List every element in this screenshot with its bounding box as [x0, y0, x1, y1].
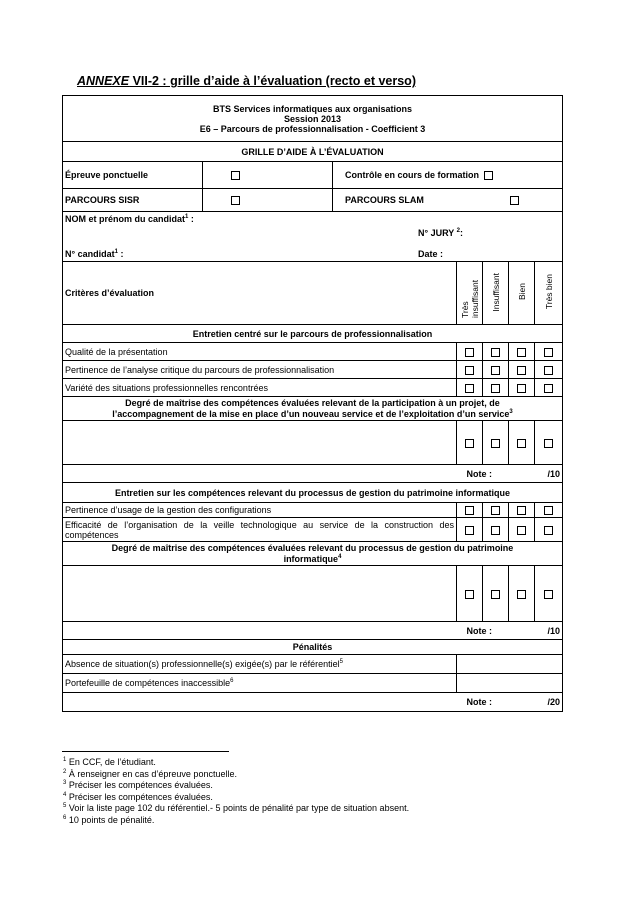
section1-mastery-line2: l’accompagnement de la mise en place d’un nouveau service et de l’exploitation d’un service	[112, 408, 510, 419]
footnote-text: En CCF, de l’étudiant.	[68, 757, 156, 767]
criterion-row	[63, 343, 563, 361]
rating-checkbox[interactable]	[544, 384, 553, 393]
criterion-label: Pertinence d’usage de la gestion des configurations	[63, 503, 457, 518]
num-colon: :	[117, 249, 124, 259]
section2-mastery-sup: 4	[338, 553, 342, 560]
rating-checkbox[interactable]	[465, 439, 474, 448]
rating-checkbox[interactable]	[491, 506, 500, 515]
criterion-row	[63, 503, 563, 518]
criteres-header: Critères d’évaluation	[63, 262, 457, 325]
penalty-label: Portefeuille de compétences inaccessible	[65, 678, 231, 688]
parcours-slam-label: PARCOURS SLAM	[345, 194, 424, 205]
rating-checkbox[interactable]	[517, 506, 526, 515]
rating-checkbox[interactable]	[517, 348, 526, 357]
rating-checkbox[interactable]	[544, 506, 553, 515]
rating-checkbox[interactable]	[491, 348, 500, 357]
rating-checkbox[interactable]	[544, 590, 553, 599]
footnote-separator	[62, 751, 229, 752]
penalty-row	[63, 674, 563, 693]
epreuve-ponctuelle-label: Épreuve ponctuelle	[63, 162, 203, 189]
section1-mastery-sup: 3	[509, 408, 513, 415]
section1-note-label: Note :	[457, 465, 535, 483]
exam-header	[63, 96, 563, 142]
criterion-label: Variété des situations professionnelles rencontrées	[63, 379, 457, 397]
parcours-sisr-checkbox[interactable]	[231, 196, 240, 205]
nom-colon: :	[188, 214, 194, 224]
header-line-2: Session 2013	[283, 113, 342, 124]
footnotes	[63, 757, 409, 827]
rating-checkbox[interactable]	[491, 439, 500, 448]
footnote	[63, 769, 409, 781]
candidate-info	[63, 212, 563, 262]
footnote	[63, 803, 409, 815]
footnote	[63, 757, 409, 769]
footnote	[63, 815, 409, 827]
footnote-num: 6	[63, 814, 67, 821]
annex-title-rest: VII-2 : grille d’aide à l’évaluation (recto et verso)	[129, 74, 416, 88]
jury-footnote-ref: 2	[456, 228, 460, 234]
penalties-note-max: /20	[535, 693, 563, 712]
grid-title: GRILLE D’AIDE À L’ÉVALUATION	[63, 142, 563, 162]
penalty-value[interactable]	[457, 655, 563, 674]
rating-checkbox[interactable]	[491, 366, 500, 375]
section2-mastery-title	[63, 542, 563, 566]
rating-checkbox[interactable]	[491, 384, 500, 393]
section2-mastery-line2: informatique	[283, 553, 339, 564]
annex-title	[77, 74, 416, 88]
date-label: Date :	[418, 249, 444, 259]
rating-checkbox[interactable]	[544, 348, 553, 357]
num-candidat-label: N° candidat	[65, 249, 115, 259]
rating-checkbox[interactable]	[544, 439, 553, 448]
level-bien: Bien	[516, 283, 527, 301]
section1-note-max: /10	[535, 465, 563, 483]
rating-checkbox[interactable]	[465, 590, 474, 599]
penalty-row	[63, 655, 563, 674]
penalties-title: Pénalités	[63, 640, 563, 655]
header-line-1: BTS Services informatiques aux organisations	[212, 103, 413, 114]
section1-title: Entretien centré sur le parcours de professionnalisation	[63, 325, 563, 343]
ccf-label: Contrôle en cours de formation	[345, 169, 480, 180]
level-insuffisant: Insuffisant	[490, 272, 501, 312]
header-line-3: E6 – Parcours de professionnalisation - Coefficient 3	[199, 123, 426, 134]
rating-checkbox[interactable]	[517, 526, 526, 535]
penalty-value[interactable]	[457, 674, 563, 693]
nom-candidat-label: NOM et prénom du candidat	[65, 214, 186, 224]
rating-checkbox[interactable]	[491, 590, 500, 599]
jury-label: N° JURY	[418, 228, 455, 238]
criterion-label: Pertinence de l’analyse critique du parcours de professionnalisation	[63, 361, 457, 379]
footnote-text: 10 points de pénalité.	[68, 814, 155, 825]
footnote	[63, 780, 409, 792]
footnote-text: Préciser les compétences évaluées.	[68, 791, 213, 802]
rating-checkbox[interactable]	[465, 526, 474, 535]
footnote-num: 4	[63, 791, 67, 798]
rating-checkbox[interactable]	[544, 526, 553, 535]
rating-checkbox[interactable]	[544, 366, 553, 375]
footnote-text: Préciser les compétences évaluées.	[68, 780, 213, 791]
ccf-checkbox[interactable]	[484, 171, 493, 180]
parcours-sisr-label: PARCOURS SISR	[63, 189, 203, 212]
evaluation-grid	[62, 95, 563, 712]
penalties-note-label: Note :	[457, 693, 535, 712]
section1-mastery-line1: Degré de maîtrise des compétences évaluées relevant de la participation à un projet, de	[125, 397, 500, 408]
criterion-label: Efficacité de l’organisation de la veille technologique au service de la construction des compétences	[63, 518, 457, 542]
section1-mastery-space[interactable]	[63, 421, 457, 465]
footnote	[63, 792, 409, 804]
footnote-text: À renseigner en cas d’épreuve ponctuelle.	[68, 768, 237, 779]
criterion-row	[63, 518, 563, 542]
penalty-label: Absence de situation(s) professionnelle(s) exigée(s) par le référentiel	[65, 659, 340, 669]
section2-mastery-line1: Degré de maîtrise des compétences évaluées relevant du processus de gestion du patrimoine	[111, 542, 514, 553]
rating-checkbox[interactable]	[465, 384, 474, 393]
level-tres-insuffisant: Très insuffisant	[459, 279, 480, 318]
section2-note-max: /10	[535, 622, 563, 640]
section1-mastery-title	[63, 397, 563, 421]
jury-colon: :	[459, 228, 463, 238]
annex-prefix: ANNEXE	[77, 74, 130, 88]
footnote-text: Voir la liste page 102 du référentiel.- 5 points de pénalité par type de situation absent.	[68, 803, 410, 814]
nom-footnote-ref: 1	[185, 214, 189, 220]
criterion-row	[63, 379, 563, 397]
penalty-sup: 6	[230, 678, 234, 684]
section2-title: Entretien sur les compétences relevant du processus de gestion du patrimoine informatique	[63, 483, 563, 503]
criterion-row	[63, 361, 563, 379]
num-footnote-ref: 1	[114, 249, 118, 255]
footnote-num: 3	[63, 780, 67, 787]
section2-mastery-space[interactable]	[63, 566, 457, 622]
section2-note-label: Note :	[457, 622, 535, 640]
rating-checkbox[interactable]	[465, 506, 474, 515]
rating-checkbox[interactable]	[517, 384, 526, 393]
level-tres-bien: Très bien	[543, 274, 554, 310]
rating-checkbox[interactable]	[465, 348, 474, 357]
epreuve-ponctuelle-checkbox[interactable]	[231, 171, 240, 180]
footnote-num: 5	[63, 803, 67, 810]
criterion-label: Qualité de la présentation	[63, 343, 457, 361]
rating-checkbox[interactable]	[517, 590, 526, 599]
rating-checkbox[interactable]	[465, 366, 474, 375]
penalty-sup: 5	[339, 659, 343, 665]
rating-checkbox[interactable]	[517, 439, 526, 448]
footnote-num: 1	[63, 757, 67, 763]
rating-checkbox[interactable]	[491, 526, 500, 535]
parcours-slam-checkbox[interactable]	[510, 196, 519, 205]
rating-checkbox[interactable]	[517, 366, 526, 375]
footnote-num: 2	[63, 768, 67, 775]
